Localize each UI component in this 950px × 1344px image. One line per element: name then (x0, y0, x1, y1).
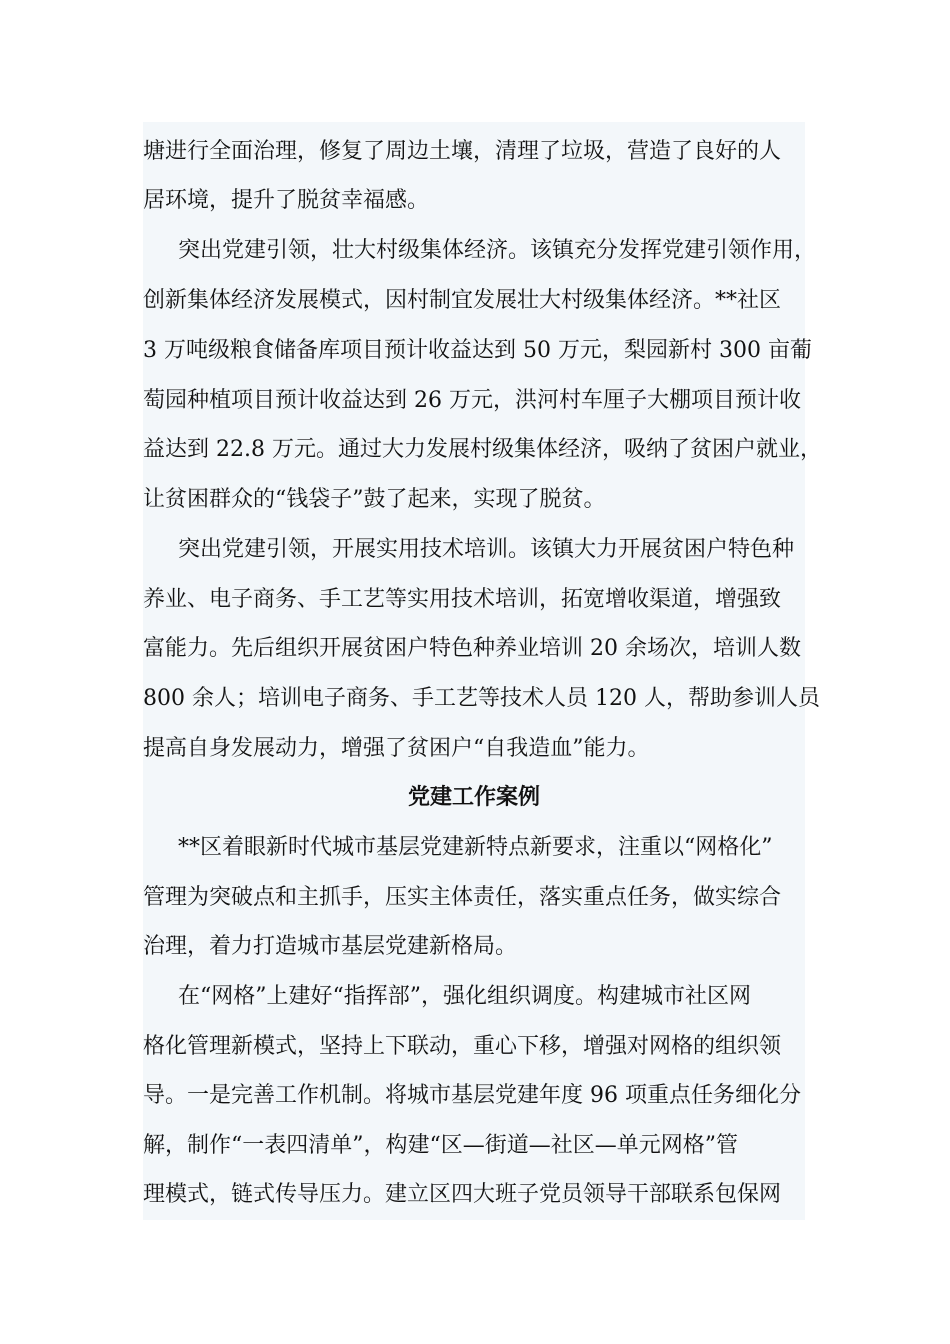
paragraph-line: 在“网格”上建好“指挥部”，强化组织调度。构建城市社区网 (178, 984, 751, 1009)
paragraph-line: 提高自身发展动力，增强了贫困户“自我造血”能力。 (143, 736, 650, 761)
paragraph-line: 创新集体经济发展模式，因村制宜发展壮大村级集体经济。**社区 (143, 288, 782, 313)
paragraph-line: 治理，着力打造城市基层党建新格局。 (143, 934, 518, 959)
paragraph-line: 居环境，提升了脱贫幸福感。 (143, 188, 430, 213)
section-heading: 党建工作案例 (407, 785, 540, 810)
paragraph-line: 理模式，链式传导压力。建立区四大班子党员领导干部联系包保网 (143, 1182, 782, 1207)
paragraph-line: 益达到 22.8 万元。通过大力发展村级集体经济，吸纳了贫困户就业， (143, 437, 822, 462)
paragraph-line: 突出党建引领，壮大村级集体经济。该镇充分发挥党建引领作用， (178, 238, 817, 263)
paragraph-line: 萄园种植项目预计收益达到 26 万元，洪河村车厘子大棚项目预计收 (143, 388, 801, 413)
paragraph-line: 格化管理新模式，坚持上下联动，重心下移，增强对网格的组织领 (143, 1034, 782, 1059)
paragraph-line: 800 余人；培训电子商务、手工艺等技术人员 120 人，帮助参训人员 (143, 686, 820, 711)
paragraph-line: 让贫困群众的“钱袋子”鼓了起来，实现了脱贫。 (143, 487, 606, 512)
paragraph-line: 养业、电子商务、手工艺等实用技术培训，拓宽增收渠道，增强致 (143, 587, 782, 612)
paragraph-line: 导。一是完善工作机制。将城市基层党建年度 96 项重点任务细化分 (143, 1083, 801, 1108)
paragraph-line: 突出党建引领，开展实用技术培训。该镇大力开展贫困户特色种 (178, 537, 795, 562)
paragraph-line: 解，制作“一表四清单”，构建“区—街道—社区—单元网格”管 (143, 1133, 738, 1158)
paragraph-line: 塘进行全面治理，修复了周边土壤，清理了垃圾，营造了良好的人 (143, 139, 782, 164)
paragraph-line: 3 万吨级粮食储备库项目预计收益达到 50 万元，梨园新村 300 亩葡 (143, 338, 812, 363)
paragraph-line: 富能力。先后组织开展贫困户特色种养业培训 20 余场次，培训人数 (143, 636, 801, 661)
paragraph-line: 管理为突破点和主抓手，压实主体责任，落实重点任务，做实综合 (143, 885, 782, 910)
paragraph-line: **区着眼新时代城市基层党建新特点新要求，注重以“网格化” (178, 835, 773, 860)
